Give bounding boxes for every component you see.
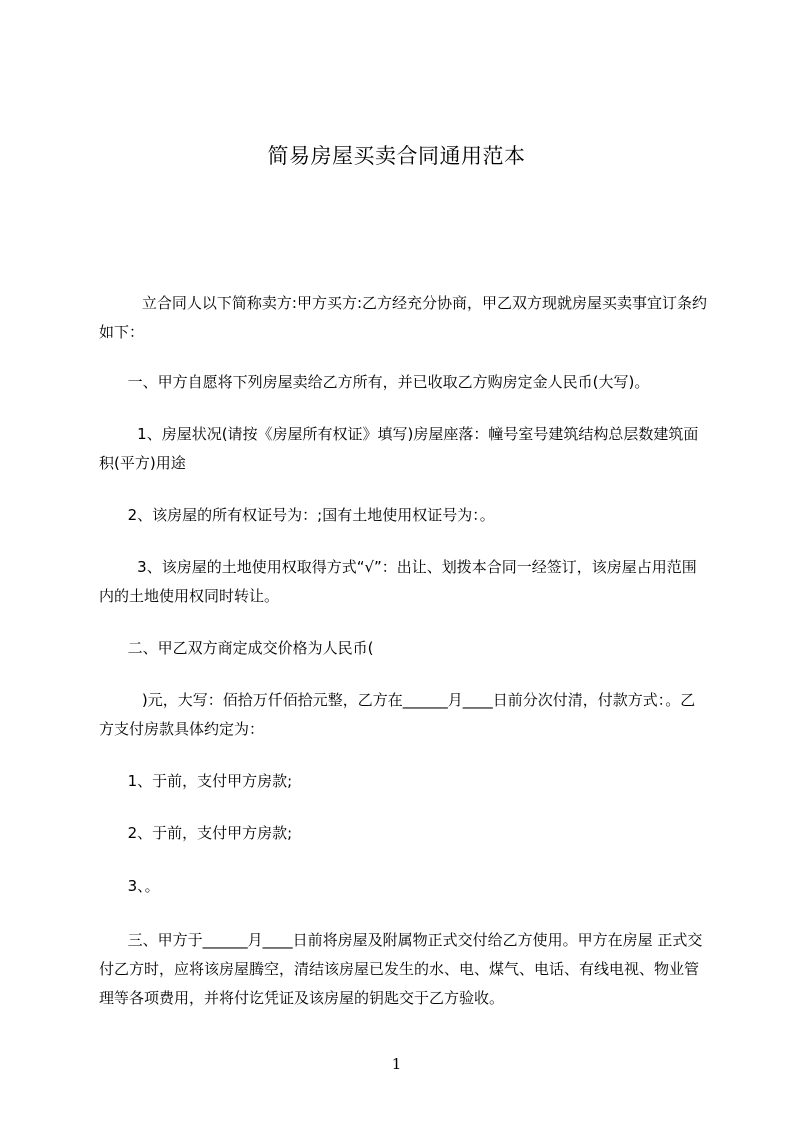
page-number: 1 bbox=[391, 1055, 402, 1073]
paragraph-item-1-3: 3、该房屋的土地使用权取得方式“√”：出让、划拨本合同一经签订，该房屋占用范围内的土地使用权同时转让。 bbox=[99, 558, 697, 605]
paragraph-section-3: 三、甲方于______月____日前将房屋及附属物正式交付给乙方使用。甲方在房屋 正式交付乙方时，应将该房屋腾空，清结该房屋已发生的水、电、煤气、电话、有线电视、物业管理等各项费用，并将付讫凭证及该房屋的钥匙交于乙方验收。 bbox=[99, 931, 703, 1007]
paragraph-payment-1: 1、于前，支付甲方房款; bbox=[99, 772, 293, 790]
paragraph-payment-3: 3、。 bbox=[99, 877, 160, 895]
paragraph-intro: 立合同人以下简称卖方:甲方买方:乙方经充分协商，甲乙双方现就房屋买卖事宜订条约如下： bbox=[99, 294, 708, 341]
paragraph-payment-2: 2、于前，支付甲方房款; bbox=[99, 824, 293, 842]
paragraph-item-1-2: 2、该房屋的所有权证号为：;国有土地使用权证号为：。 bbox=[99, 506, 495, 524]
document-title: 简易房屋买卖合同通用范本 bbox=[267, 144, 526, 168]
paragraph-section-1: 一、甲方自愿将下列房屋卖给乙方所有，并已收取乙方购房定金人民币(大写)。 bbox=[99, 373, 650, 391]
paragraph-price: )元，大写：佰拾万仟佰拾元整，乙方在______月____日前分次付清，付款方式：。乙方支付房款具体约定为： bbox=[99, 691, 696, 738]
paragraph-item-1-1: 1、房屋状况(请按《房屋所有权证》填写)房屋座落：幢号室号建筑结构总层数建筑面积(平方)用途 bbox=[99, 425, 699, 472]
paragraph-section-2: 二、甲乙双方商定成交价格为人民币( bbox=[99, 639, 374, 657]
